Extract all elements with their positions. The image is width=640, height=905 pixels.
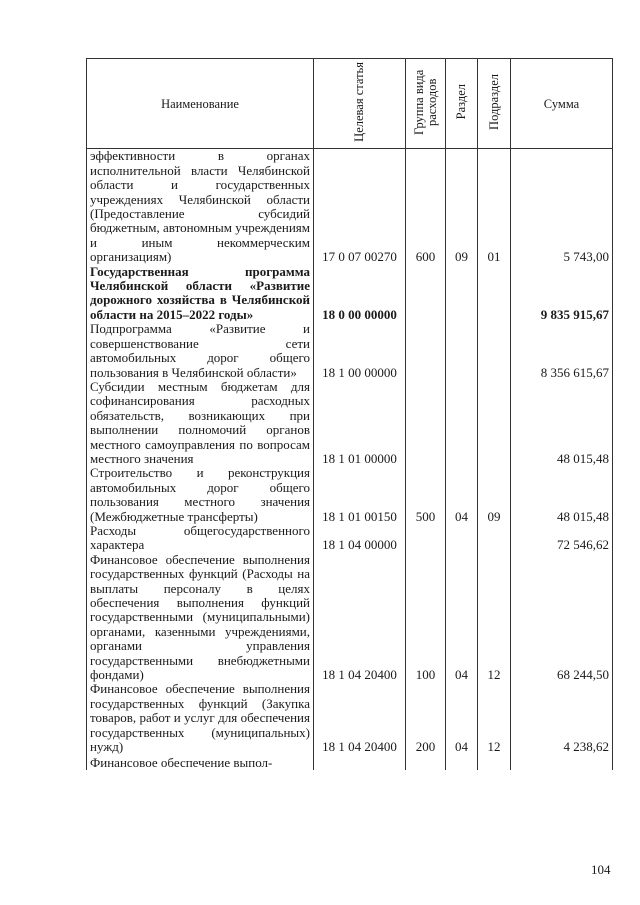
cell-sum: 72 546,62 [511, 524, 613, 553]
cell-sum: 8 356 615,67 [511, 322, 613, 380]
table-row [87, 149, 613, 265]
table-row [87, 265, 613, 323]
cell-name: Субсидии местным бюджетам для софинансирования расходных обязательств, возникающих при выполнении полномочий органов местного самоуправления по вопросам местного значения [87, 380, 314, 466]
header-group [406, 59, 446, 149]
header-section [446, 59, 478, 149]
cell-section [446, 754, 478, 770]
page-number: 104 [591, 862, 611, 877]
table-row [87, 380, 613, 466]
cell-group: 600 [406, 149, 446, 265]
cell-sum [511, 754, 613, 770]
cell-name: Финансовое обеспечение выполнения государственных функций (Расходы на выплаты персоналу в целях обеспечения выполнения функций государственными (муниципальными) органами, казенными учреждениями, органами управления государственными внебюджетными фондами) [87, 553, 314, 683]
cell-code: 18 1 04 20400 [314, 553, 406, 683]
cell-code: 18 1 04 20400 [314, 682, 406, 754]
cell-subsection [478, 524, 511, 553]
cell-subsection [478, 265, 511, 323]
cell-subsection: 09 [478, 466, 511, 524]
cell-subsection [478, 322, 511, 380]
cell-sum: 48 015,48 [511, 466, 613, 524]
cell-sum: 9 835 915,67 [511, 265, 613, 323]
header-section-label: Раздел [454, 84, 468, 120]
table-row [87, 524, 613, 553]
cell-group: 100 [406, 553, 446, 683]
cell-code [314, 754, 406, 770]
table-row [87, 322, 613, 380]
table-header [87, 59, 613, 149]
cell-subsection [478, 380, 511, 466]
cell-name: Строительство и реконструкция автомобильных дорог общего пользования местного значения (Межбюджетные трансферты) [87, 466, 314, 524]
header-target [314, 59, 406, 149]
cell-group [406, 754, 446, 770]
cell-section [446, 380, 478, 466]
cell-sum: 48 015,48 [511, 380, 613, 466]
cell-subsection: 12 [478, 682, 511, 754]
table-row [87, 553, 613, 683]
header-group-label: Группа вида расходов [411, 69, 439, 135]
cell-subsection [478, 754, 511, 770]
cell-code: 18 1 00 00000 [314, 322, 406, 380]
header-sum: Сумма [511, 59, 613, 149]
header-name: Наименование [87, 59, 314, 149]
cell-subsection: 12 [478, 553, 511, 683]
table-row [87, 754, 613, 770]
header-subsection [478, 59, 511, 149]
cell-name: Финансовое обеспечение выпол- [87, 754, 314, 770]
cell-section [446, 322, 478, 380]
cell-group [406, 524, 446, 553]
cell-code: 17 0 07 00270 [314, 149, 406, 265]
cell-name: Финансовое обеспечение выполнения государственных функций (Закупка товаров, работ и услуг для обеспечения государственных (муниципальных) нужд) [87, 682, 314, 754]
cell-code: 18 0 00 00000 [314, 265, 406, 323]
cell-group [406, 380, 446, 466]
cell-code: 18 1 04 00000 [314, 524, 406, 553]
cell-name: эффективности в органах исполнительной власти Челябинской области и государственных учреждениях Челябинской области (Предоставление субсидий бюджетным, автономным учреждениям и иным некоммерческим организациям) [87, 149, 314, 265]
header-target-label: Целевая статья [352, 62, 366, 142]
cell-group: 200 [406, 682, 446, 754]
budget-table [86, 58, 613, 770]
cell-section: 04 [446, 553, 478, 683]
cell-name: Подпрограмма «Развитие и совершенствование сети автомобильных дорог общего пользования в Челябинской области» [87, 322, 314, 380]
cell-code: 18 1 01 00000 [314, 380, 406, 466]
cell-name: Государственная программа Челябинской области «Развитие дорожного хозяйства в Челябинской области на 2015–2022 годы» [87, 265, 314, 323]
header-subsection-label: Подраздел [486, 74, 501, 130]
cell-section: 04 [446, 466, 478, 524]
cell-name: Расходы общегосударственного характера [87, 524, 314, 553]
cell-sum: 5 743,00 [511, 149, 613, 265]
cell-sum: 4 238,62 [511, 682, 613, 754]
cell-section: 09 [446, 149, 478, 265]
cell-code: 18 1 01 00150 [314, 466, 406, 524]
cell-section: 04 [446, 682, 478, 754]
cell-group [406, 265, 446, 323]
table-row [87, 682, 613, 754]
cell-group: 500 [406, 466, 446, 524]
table-row [87, 466, 613, 524]
cell-sum: 68 244,50 [511, 553, 613, 683]
cell-section [446, 524, 478, 553]
cell-group [406, 322, 446, 380]
cell-section [446, 265, 478, 323]
cell-subsection: 01 [478, 149, 511, 265]
